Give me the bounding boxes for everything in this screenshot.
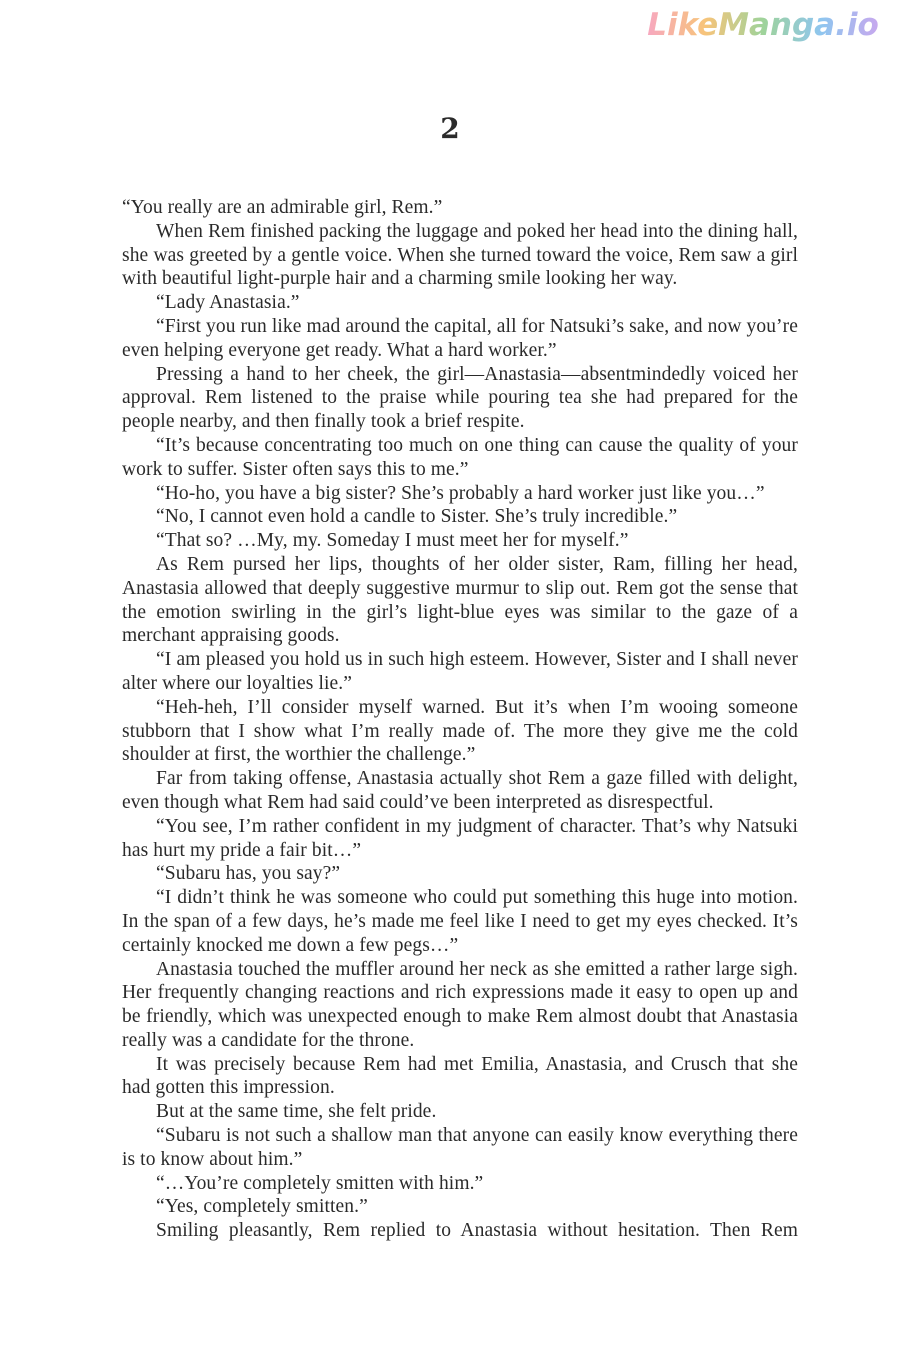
paragraph: Pressing a hand to her cheek, the girl—Anastasia—absentmindedly voiced her approval. Rem listened to the praise while pouring tea she had prepared for the people nearby, and then finally took a brief respite.	[122, 363, 798, 433]
paragraph: “Yes, completely smitten.”	[156, 1196, 368, 1218]
paragraph: “You really are an admirable girl, Rem.”	[122, 197, 443, 218]
paragraph: “Heh-heh, I’ll consider myself warned. But it’s when I’m wooing someone stubborn that I show what I’m really made of. The more they give me the cold shoulder at first, the worthier the challenge.”	[122, 696, 798, 766]
paragraph: “…You’re completely smitten with him.”	[156, 1172, 484, 1194]
paragraph: “That so? …My, my. Someday I must meet her for myself.”	[156, 530, 629, 552]
chapter-number: 2	[440, 112, 460, 145]
paragraph: “First you run like mad around the capital, all for Natsuki’s sake, and now you’re even helping everyone get ready. What a hard worker.”	[122, 315, 798, 361]
paragraph: As Rem pursed her lips, thoughts of her older sister, Ram, filling her head, Anastasia allowed that deeply suggestive murmur to slip out. Rem got the sense that the emotion swirling in the girl’s light-blue eyes was similar to the gaze of a merchant appraising goods.	[122, 553, 798, 647]
paragraph: Anastasia touched the muffler around her neck as she emitted a rather large sigh. Her frequently changing reactions and rich expressions made it easy to open up and be friendly, which was unexpected enough to make Rem almost doubt that Anastasia really was a candidate for the throne.	[122, 958, 798, 1051]
chapter-body	[122, 196, 798, 1243]
watermark-text: LikeManga.io	[647, 7, 879, 43]
paragraph: Far from taking offense, Anastasia actually shot Rem a gaze filled with delight, even though what Rem had said could’ve been interpreted as disrespectful.	[122, 768, 798, 813]
paragraph: “I didn’t think he was someone who could put something this huge into motion. In the span of a few days, he’s made me feel like I need to get my eyes checked. It’s certainly knocked me down a few pegs…”	[122, 887, 798, 956]
watermark-logo	[628, 2, 898, 46]
paragraph: “Subaru is not such a shallow man that anyone can easily know everything there is to know about him.”	[122, 1125, 798, 1170]
paragraph: “Lady Anastasia.”	[156, 292, 300, 314]
paragraph: “Ho-ho, you have a big sister? She’s probably a hard worker just like you…”	[156, 482, 765, 504]
paragraph: Smiling pleasantly, Rem replied to Anastasia without hesitation. Then Rem	[156, 1220, 798, 1242]
paragraph: “It’s because concentrating too much on one thing can cause the quality of your work to suffer. Sister often says this to me.”	[122, 434, 798, 480]
paragraph: “Subaru has, you say?”	[156, 863, 341, 885]
paragraph: But at the same time, she felt pride.	[156, 1101, 437, 1123]
paragraph: “I am pleased you hold us in such high esteem. However, Sister and I shall never alter where our loyalties lie.”	[122, 649, 798, 694]
paragraph: It was precisely because Rem had met Emilia, Anastasia, and Crusch that she had gotten this impression.	[122, 1053, 798, 1099]
paragraph: When Rem finished packing the luggage and poked her head into the dining hall, she was greeted by a gentle voice. When she turned toward the voice, Rem saw a girl with beautiful light-purple hair and a charming smile looking her way.	[122, 220, 798, 290]
paragraph: “You see, I’m rather confident in my judgment of character. That’s why Natsuki has hurt my pride a fair bit…”	[122, 815, 798, 861]
paragraph: “No, I cannot even hold a candle to Sister. She’s truly incredible.”	[156, 506, 678, 528]
